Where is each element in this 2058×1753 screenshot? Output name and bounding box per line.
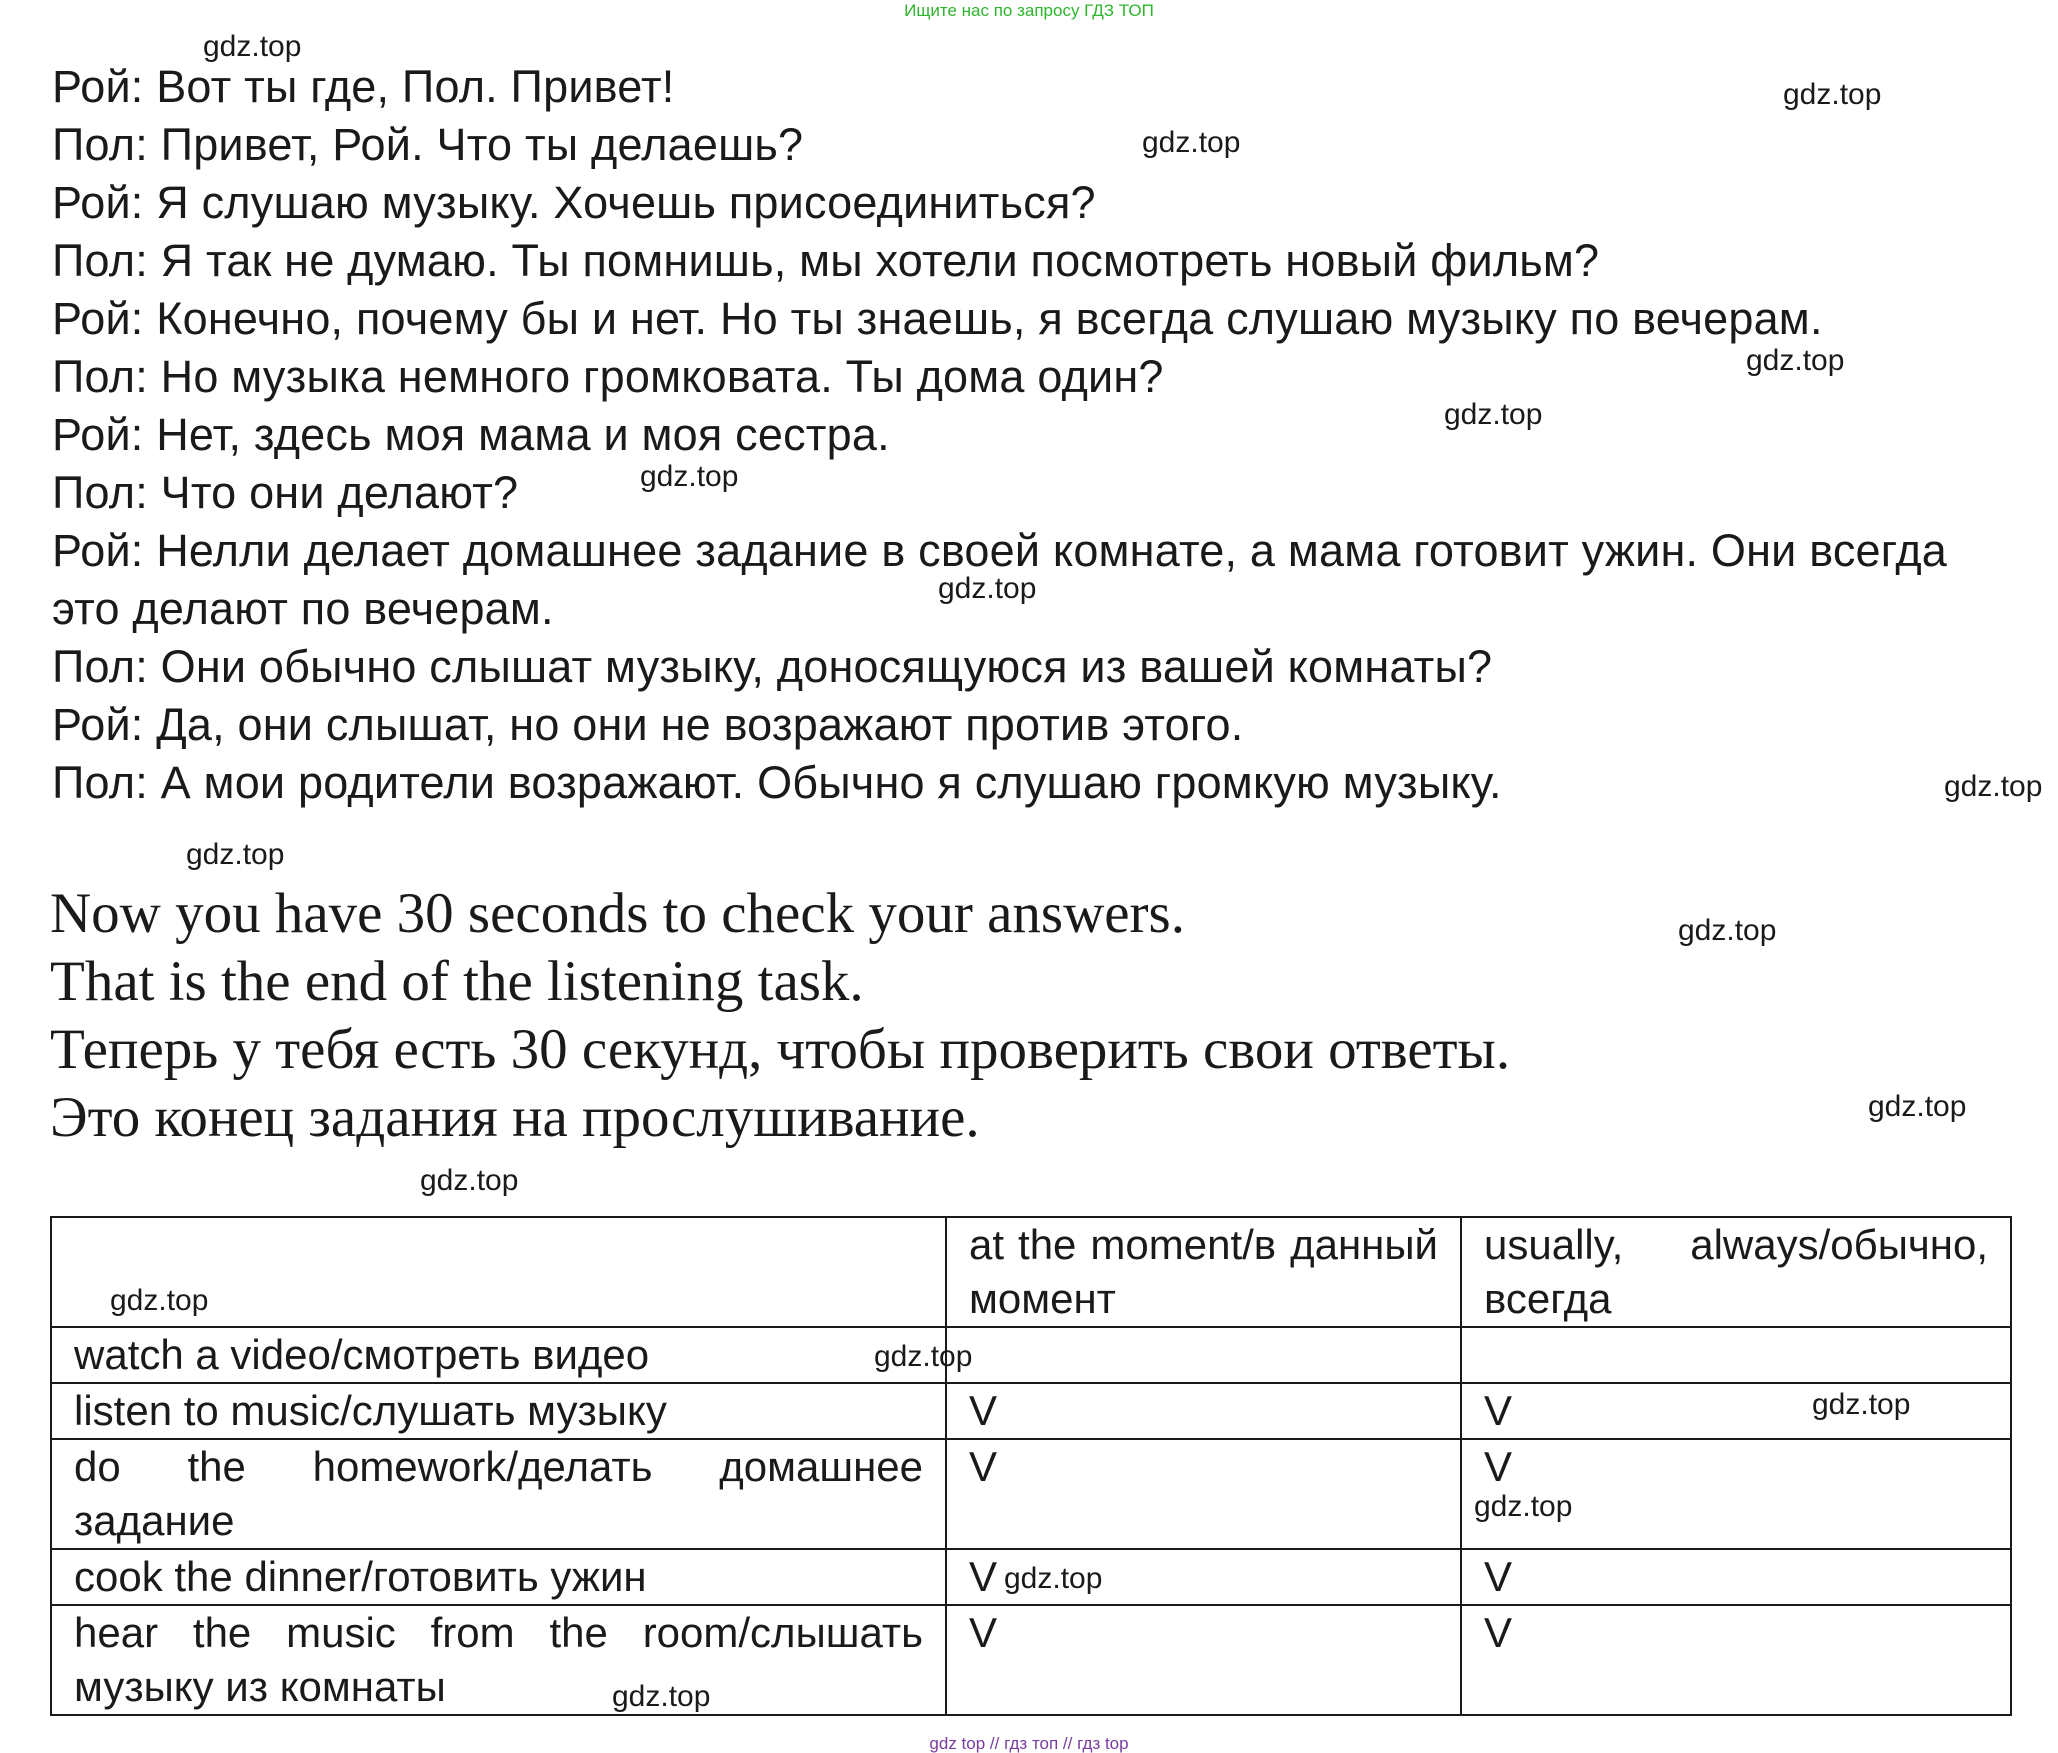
closing-line: Теперь у тебя есть 30 секунд, чтобы проверить свои ответы.: [50, 1018, 1511, 1081]
dialogue-line: Пол: Я так не думаю. Ты помнишь, мы хотели посмотреть новый фильм?: [52, 235, 1600, 286]
usually-cell: V: [1461, 1439, 2011, 1549]
watermark-text: gdz.top: [420, 1164, 519, 1197]
activity-cell: listen to music/слушать музыку: [51, 1383, 946, 1439]
dialogue-line: Пол: Что они делают?: [52, 467, 519, 518]
watermark-text: gdz.top: [1142, 126, 1241, 159]
watermark-text: gdz.top: [1678, 914, 1777, 947]
activity-cell: watch a video/смотреть видео: [51, 1327, 946, 1383]
dialogue-line: Пол: Привет, Рой. Что ты делаешь?: [52, 119, 804, 170]
usually-cell: V: [1461, 1605, 2011, 1715]
dialogue-line: Пол: Но музыка немного громковата. Ты дома один?: [52, 351, 1164, 402]
watermark-text: gdz.top: [1004, 1562, 1103, 1595]
answer-table: [50, 1216, 2012, 1716]
at-moment-cell: [946, 1327, 1461, 1383]
dialogue-line: Рой: Да, они слышат, но они не возражают против этого.: [52, 699, 1244, 750]
usually-cell: V: [1461, 1383, 2011, 1439]
watermark-text: gdz.top: [1444, 398, 1543, 431]
closing-line: That is the end of the listening task.: [50, 950, 864, 1013]
header-cell-usually: usually, always/обычно, всегда: [1461, 1217, 2011, 1327]
watermark-text: gdz.top: [1812, 1388, 1911, 1421]
closing-instructions: [50, 880, 1950, 1152]
watermark-text: gdz.top: [1944, 770, 2043, 803]
at-moment-cell: V: [946, 1605, 1461, 1715]
table-row: [51, 1327, 2011, 1383]
at-moment-cell: V: [946, 1383, 1461, 1439]
dialogue-transcript: [52, 58, 2032, 812]
closing-line: Now you have 30 seconds to check your answers.: [50, 882, 1185, 945]
watermark-text: gdz.top: [186, 838, 285, 871]
watermark-text: gdz.top: [1746, 344, 1845, 377]
footer-links: gdz top // гдз топ // гдз top: [929, 1734, 1129, 1753]
usually-cell: [1461, 1327, 2011, 1383]
closing-line: Это конец задания на прослушивание.: [50, 1086, 980, 1149]
watermark-text: gdz.top: [1783, 78, 1882, 111]
at-moment-cell: V: [946, 1439, 1461, 1549]
dialogue-line: Пол: А мои родители возражают. Обычно я слушаю громкую музыку.: [52, 757, 1502, 808]
watermark-text: gdz.top: [1474, 1490, 1573, 1523]
watermark-text: gdz.top: [110, 1284, 209, 1317]
watermark-text: gdz.top: [874, 1340, 973, 1373]
watermark-text: gdz.top: [938, 572, 1037, 605]
table-row: [51, 1383, 2011, 1439]
watermark-text: gdz.top: [1868, 1090, 1967, 1123]
dialogue-line: Рой: Я слушаю музыку. Хочешь присоединиться?: [52, 177, 1096, 228]
dialogue-line: Рой: Нет, здесь моя мама и моя сестра.: [52, 409, 890, 460]
watermark-text: gdz.top: [612, 1680, 711, 1713]
dialogue-line: Рой: Конечно, почему бы и нет. Но ты знаешь, я всегда слушаю музыку по вечерам.: [52, 293, 1823, 344]
table-header-row: [51, 1217, 2011, 1327]
usually-cell: V: [1461, 1549, 2011, 1605]
watermark-text: gdz.top: [203, 30, 302, 63]
top-banner: Ищите нас по запросу ГДЗ ТОП: [904, 1, 1154, 20]
activity-cell: do the homework/делать домашнее задание: [51, 1439, 946, 1549]
at-moment-cell: V: [946, 1549, 1461, 1605]
table-row: [51, 1605, 2011, 1715]
dialogue-line: Рой: Нелли делает домашнее задание в своей комнате, а мама готовит ужин. Они всегда это делают по вечерам.: [52, 525, 1948, 634]
header-cell-at-the-moment: at the moment/в данный момент: [946, 1217, 1461, 1327]
watermark-text: gdz.top: [640, 460, 739, 493]
activity-cell: hear the music from the room/слышать музыку из комнаты: [51, 1605, 946, 1715]
dialogue-line: Рой: Вот ты где, Пол. Привет!: [52, 61, 675, 112]
table-row: [51, 1439, 2011, 1549]
dialogue-line: Пол: Они обычно слышат музыку, доносящуюся из вашей комнаты?: [52, 641, 1493, 692]
activity-cell: cook the dinner/готовить ужин: [51, 1549, 946, 1605]
